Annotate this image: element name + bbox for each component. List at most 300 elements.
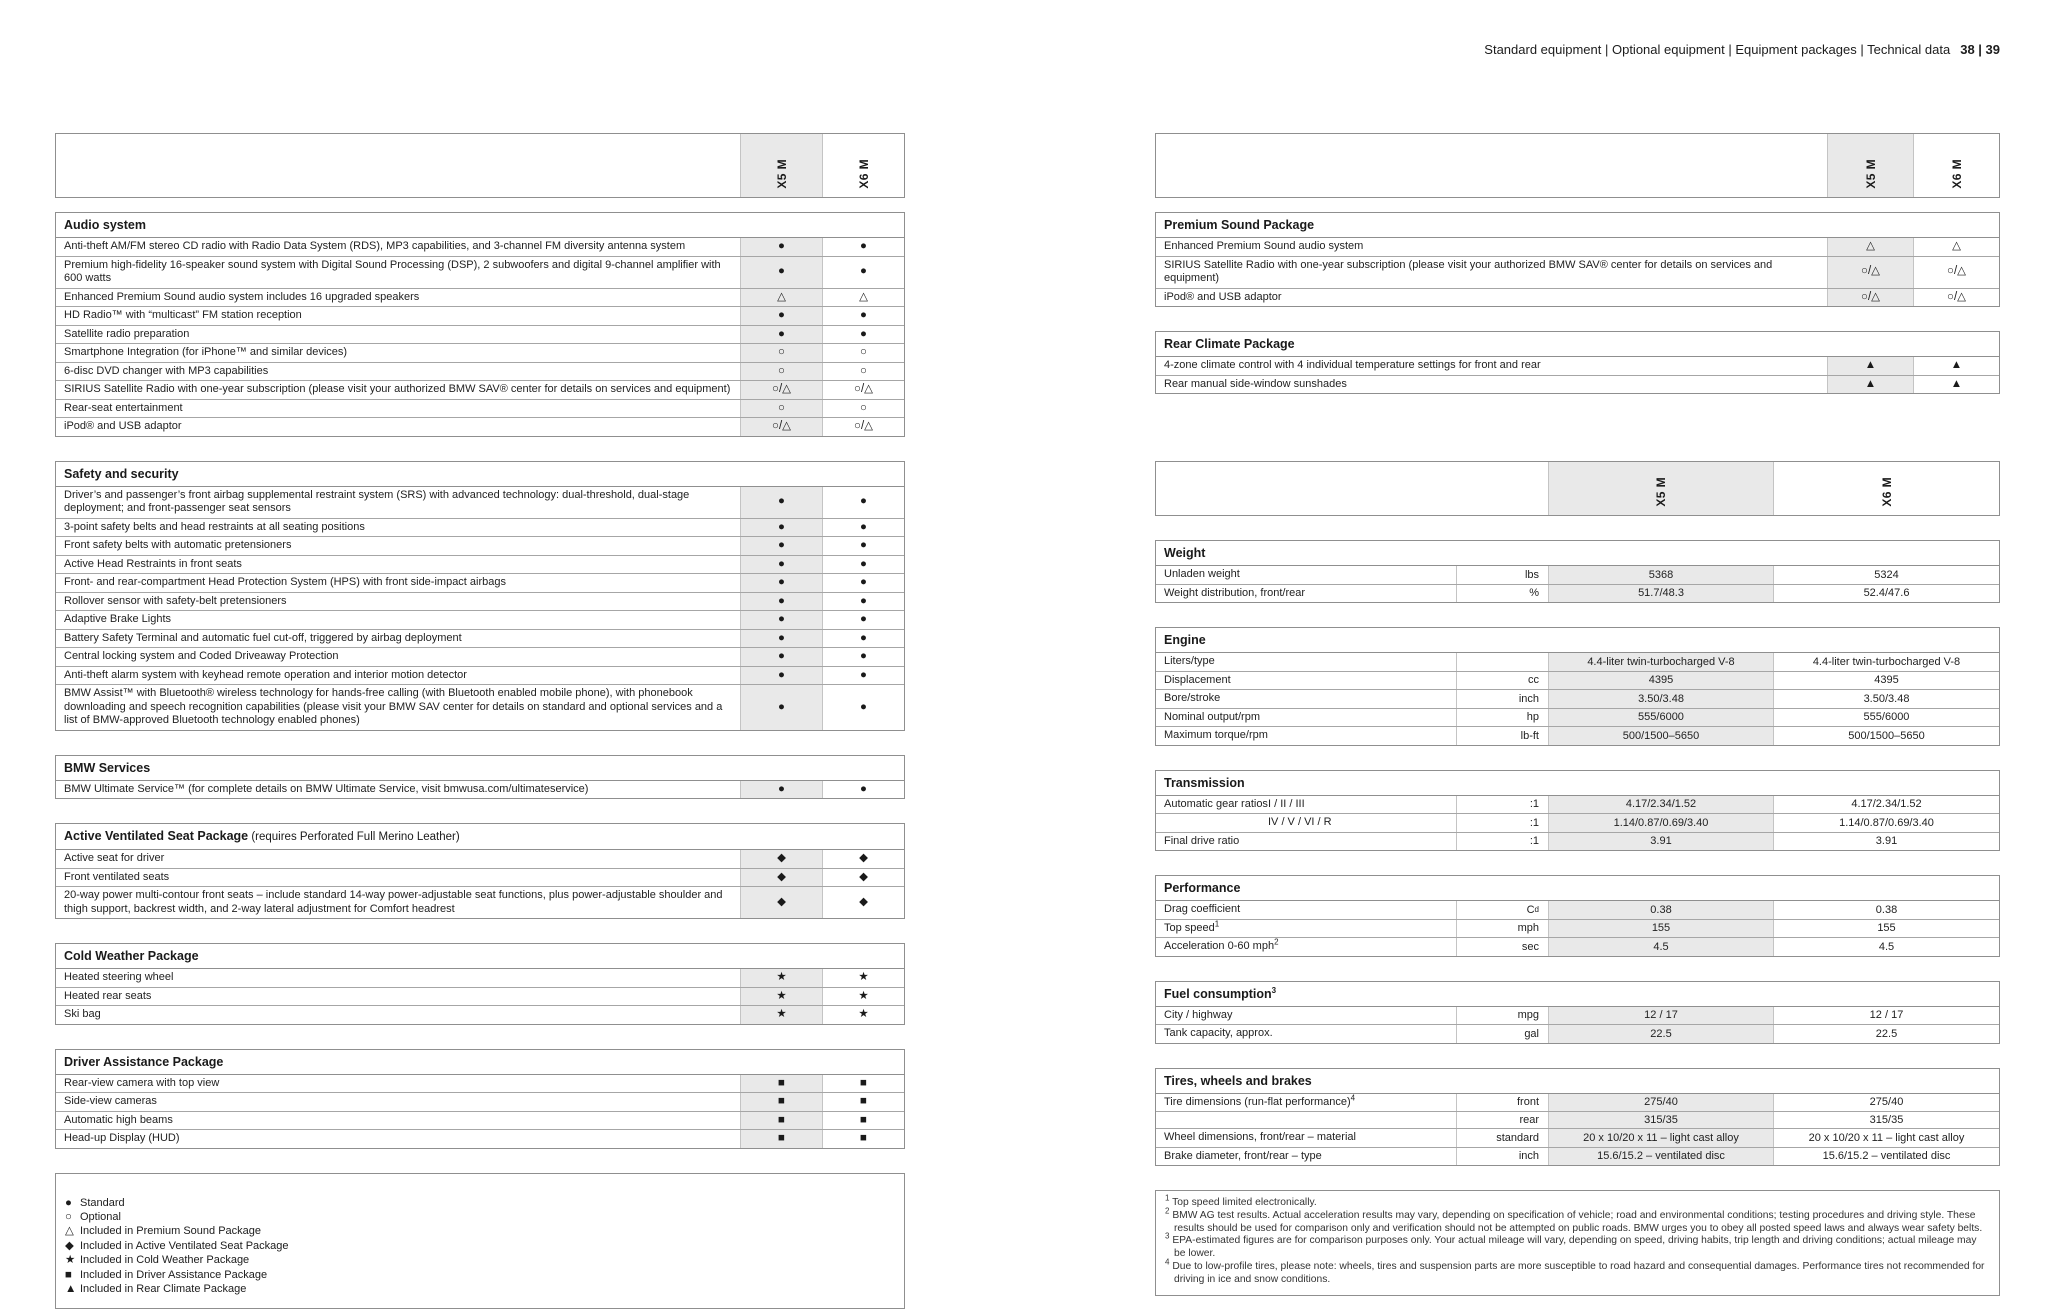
spec-row	[56, 288, 904, 307]
equipment-section	[55, 755, 905, 800]
x6m-value: ■	[822, 1130, 904, 1148]
row-label: Liters/type	[1164, 655, 1215, 667]
x6m-value: △	[1913, 238, 1999, 256]
spec-row	[56, 1075, 904, 1093]
x6m-value: 3.91	[1773, 833, 1999, 851]
spec-row	[56, 647, 904, 666]
spec-row	[56, 592, 904, 611]
x6m-value: ●	[822, 685, 904, 730]
x5m-value: ●	[740, 630, 822, 648]
row-label: 6-disc DVD changer with MP3 capabilities	[64, 364, 269, 377]
x6m-value: ▲	[1913, 357, 1999, 375]
right-equipment-sections	[1155, 212, 2000, 394]
x5m-value: ●	[740, 648, 822, 666]
x5m-value: ○/△	[1827, 257, 1913, 288]
section-title: Rear Climate Package	[1156, 332, 1999, 357]
x5m-value: ●	[740, 257, 822, 288]
section-title: Cold Weather Package	[56, 944, 904, 969]
x5m-value: ●	[740, 593, 822, 611]
spec-row	[56, 1005, 904, 1024]
x6m-value: ●	[822, 574, 904, 592]
row-label: iPod® and USB adaptor	[1164, 290, 1282, 303]
section-title: Active Ventilated Seat Package (requires Perforated Full Merino Leather)	[56, 824, 904, 850]
x6m-value: 5324	[1773, 566, 1999, 584]
x6m-value: 500/1500–5650	[1773, 727, 1999, 745]
x6m-value: ◆	[822, 869, 904, 887]
x6m-value: 12 / 17	[1773, 1007, 1999, 1025]
footnote: $^3$ EPA-estimated figures are for comparison purposes only. Your actual mileage will vary, depending on speed, driving habits, trip length and driving conditions; actual mileage may be lower.	[1165, 1231, 1977, 1260]
footnote-marker: 3	[1165, 1231, 1170, 1241]
row-label: Enhanced Premium Sound audio system includes 16 upgraded speakers	[64, 290, 420, 303]
row-label: Acceleration 0-60 mph$^2$	[1164, 937, 1279, 952]
spec-row	[56, 536, 904, 555]
spec-row	[56, 256, 904, 288]
section-title: Audio system	[56, 213, 904, 238]
model-label-x6m: X6 M	[1949, 159, 1964, 189]
section-title: Engine	[1156, 628, 1999, 653]
spec-row	[56, 1111, 904, 1130]
unit-cell: lbs	[1456, 566, 1548, 584]
unit-cell: hp	[1456, 709, 1548, 727]
x5m-value: ○	[740, 363, 822, 381]
x5m-value: 4.17/2.34/1.52	[1548, 796, 1773, 814]
row-label: iPod® and USB adaptor	[64, 420, 182, 432]
row-label: Tank capacity, approx.	[1164, 1027, 1273, 1039]
row-label: Nominal output/rpm	[1164, 710, 1260, 723]
legend-symbol: ●	[65, 1196, 72, 1209]
tech-row	[1156, 726, 1999, 745]
row-label: City / highway	[1164, 1008, 1233, 1021]
x5m-value: 12 / 17	[1548, 1007, 1773, 1025]
left-page	[55, 133, 905, 1309]
spec-row	[1156, 357, 1999, 375]
spec-row	[56, 684, 904, 730]
tech-row	[1156, 566, 1999, 584]
footnote: $^2$ BMW AG test results. Actual acceleration results may vary, depending on specification of vehicle; road and environmental conditions; testing procedures and driving style. These results should be used for comparison only and verification should not be attempted on public roads. BMW urges you to obey all posted speed laws and always wear safety belts.	[1165, 1206, 1983, 1234]
spec-row	[1156, 375, 1999, 394]
unit-cell: :1	[1456, 814, 1548, 832]
page-header	[1484, 42, 2000, 57]
x5m-value: 22.5	[1548, 1025, 1773, 1043]
x5m-value: 15.6/15.2 – ventilated disc	[1548, 1148, 1773, 1166]
spec-row	[56, 306, 904, 325]
footnotes	[1155, 1190, 2000, 1296]
spec-row	[56, 325, 904, 344]
x5m-value: ●	[740, 611, 822, 629]
x5m-column-strip	[1548, 462, 1773, 515]
row-label-sub: I / II / III	[1268, 797, 1305, 810]
unit-cell: cc	[1456, 672, 1548, 690]
x6m-value: 3.50/3.48	[1773, 690, 1999, 708]
spec-row	[56, 666, 904, 685]
row-label: Weight distribution, front/rear	[1164, 586, 1306, 599]
row-label: Heated rear seats	[64, 989, 152, 1002]
x6m-value: ●	[822, 781, 904, 799]
unit-cell: :1	[1456, 833, 1548, 851]
x5m-value: ●	[740, 487, 822, 518]
unit-cell: :1	[1456, 796, 1548, 814]
tech-section	[1155, 1068, 2000, 1167]
unit-cell: C d	[1456, 901, 1548, 919]
tech-row	[1156, 796, 1999, 814]
spec-row	[56, 362, 904, 381]
tech-section	[1155, 981, 2000, 1044]
x5m-value: ○/△	[740, 381, 822, 399]
x5m-value: 4395	[1548, 672, 1773, 690]
row-label: Battery Safety Terminal and automatic fuel cut-off, triggered by airbag deployment	[64, 631, 462, 644]
row-label: Satellite radio preparation	[64, 327, 190, 340]
row-label: 3-point safety belts and head restraints at all seating positions	[64, 520, 365, 533]
x6m-value: △	[822, 289, 904, 307]
tech-row	[1156, 1147, 1999, 1166]
x6m-value: 555/6000	[1773, 709, 1999, 727]
row-label: Brake diameter, front/rear – type	[1164, 1149, 1322, 1162]
x5m-value: ●	[740, 238, 822, 256]
row-label: SIRIUS Satellite Radio with one-year subscription (please visit your authorized BMW SAV® center for details on services and equipment)	[64, 383, 731, 395]
x6m-value: ■	[822, 1075, 904, 1093]
x5m-value: ●	[740, 519, 822, 537]
x6m-value: ○	[822, 363, 904, 381]
x6m-value: ●	[822, 519, 904, 537]
row-label	[1156, 796, 1456, 814]
equipment-section	[55, 1049, 905, 1149]
legend-label: Included in Rear Climate Package	[80, 1282, 247, 1295]
unit-cell: %	[1456, 585, 1548, 603]
unit-cell: standard	[1456, 1129, 1548, 1147]
spec-row	[56, 987, 904, 1006]
legend-item	[65, 1239, 894, 1253]
row-label: Wheel dimensions, front/rear – material	[1164, 1131, 1356, 1143]
spec-row	[56, 487, 904, 518]
equipment-section	[1155, 331, 2000, 394]
equipment-section	[55, 823, 905, 919]
row-label: Premium high-fidelity 16-speaker sound system with Digital Sound Processing (DSP), 2 subwoofers and digital 9-channel amplifier with 600 watts	[64, 258, 721, 284]
row-label: Final drive ratio	[1164, 834, 1240, 847]
x6m-value: 4395	[1773, 672, 1999, 690]
section-title: Tires, wheels and brakes	[1156, 1069, 1999, 1094]
x5m-value: ◆	[740, 850, 822, 868]
row-label: Automatic high beams	[64, 1113, 173, 1126]
unit-cell: inch	[1456, 1148, 1548, 1166]
x5m-value: ○/△	[740, 418, 822, 436]
model-label-x5m: X5 M	[774, 159, 789, 189]
x5m-value: 555/6000	[1548, 709, 1773, 727]
row-label: Central locking system and Coded Driveaway Protection	[64, 650, 339, 662]
x5m-value: ○	[740, 400, 822, 418]
spec-row	[56, 629, 904, 648]
x5m-value: 0.38	[1548, 901, 1773, 919]
x6m-value: ■	[822, 1093, 904, 1111]
x5m-value: 3.91	[1548, 833, 1773, 851]
legend	[55, 1173, 905, 1310]
row-label: Front safety belts with automatic pretensioners	[64, 539, 292, 551]
section-title: Weight	[1156, 541, 1999, 566]
row-label: HD Radio™ with “multicast” FM station reception	[64, 309, 302, 321]
x6m-column-strip	[1773, 462, 1999, 515]
spec-row	[56, 610, 904, 629]
x6m-value: ◆	[822, 850, 904, 868]
section-title: Premium Sound Package	[1156, 213, 1999, 238]
x5m-value: ○	[740, 344, 822, 362]
x6m-value: 0.38	[1773, 901, 1999, 919]
legend-item	[65, 1268, 894, 1282]
legend-label: Included in Cold Weather Package	[80, 1254, 250, 1267]
x5m-value: 155	[1548, 920, 1773, 938]
tech-section	[1155, 540, 2000, 603]
legend-item	[65, 1282, 894, 1296]
spec-row	[56, 1129, 904, 1148]
unit-cell: gal	[1456, 1025, 1548, 1043]
x5m-value: 5368	[1548, 566, 1773, 584]
x5m-column-strip	[1827, 134, 1913, 197]
footnote: $^1$ Top speed limited electronically.	[1165, 1193, 1317, 1208]
row-label: Anti-theft alarm system with keyhead remote operation and interior motion detector	[64, 668, 467, 681]
x6m-value: 20 x 10/20 x 11 – light cast alloy	[1773, 1129, 1999, 1147]
tech-row	[1156, 813, 1999, 832]
tech-row	[1156, 671, 1999, 690]
equipment-section	[55, 212, 905, 437]
x5m-value: 4.5	[1548, 938, 1773, 956]
tech-section	[1155, 875, 2000, 957]
x5m-value: ★	[740, 988, 822, 1006]
tech-row	[1156, 1128, 1999, 1147]
x6m-value: ○	[822, 400, 904, 418]
technical-data-sections	[1155, 540, 2000, 1166]
legend-label: Included in Premium Sound Package	[80, 1225, 261, 1238]
x6m-value: 22.5	[1773, 1025, 1999, 1043]
row-label: Front ventilated seats	[64, 870, 170, 883]
legend-item	[65, 1224, 894, 1238]
legend-item	[65, 1253, 894, 1267]
legend-symbol: ○	[65, 1210, 72, 1223]
x6m-value: 15.6/15.2 – ventilated disc	[1773, 1148, 1999, 1166]
x6m-value: ●	[822, 630, 904, 648]
x6m-value: 315/35	[1773, 1112, 1999, 1128]
x6m-value: ○	[822, 344, 904, 362]
x5m-value: 275/40	[1548, 1094, 1773, 1112]
footnote: $^4$ Due to low-profile tires, please note: wheels, tires and suspension parts are more susceptible to road hazard and consequential damages. Performance tires not recommended for driving in ice and snow conditions.	[1165, 1257, 1985, 1285]
row-label: Heated steering wheel	[64, 971, 174, 983]
x5m-column-strip	[740, 134, 822, 197]
row-label: Driver’s and passenger’s front airbag supplemental restraint system (SRS) with advanced technology: dual-threshold, dual-stage deployment; and front-passenger seat sensors	[64, 488, 690, 514]
x6m-value: ◆	[822, 887, 904, 918]
x6m-value: ●	[822, 257, 904, 288]
x5m-value: 20 x 10/20 x 11 – light cast alloy	[1548, 1129, 1773, 1147]
x6m-value: ○/△	[822, 418, 904, 436]
section-title: Transmission	[1156, 771, 1999, 796]
x6m-value: 52.4/47.6	[1773, 585, 1999, 603]
row-label: Maximum torque/rpm	[1164, 729, 1268, 741]
tech-row	[1156, 901, 1999, 919]
x6m-value: ■	[822, 1112, 904, 1130]
tech-section	[1155, 627, 2000, 746]
x5m-value: ●	[740, 667, 822, 685]
spec-row	[56, 555, 904, 574]
right-models-header	[1155, 133, 2000, 198]
legend-symbol: ■	[65, 1268, 72, 1281]
footnote-marker: 4	[1165, 1257, 1170, 1267]
row-label-sub: IV / V / VI / R	[1268, 816, 1332, 828]
row-label-main: Automatic gear ratios	[1164, 797, 1268, 810]
x5m-value: ★	[740, 1006, 822, 1024]
row-label: Adaptive Brake Lights	[64, 613, 172, 625]
x6m-value: ○/△	[1913, 289, 1999, 307]
row-label: Bore/stroke	[1164, 692, 1221, 704]
x6m-column-strip	[822, 134, 904, 197]
unit-cell: rear	[1456, 1112, 1548, 1128]
equipment-section	[55, 943, 905, 1025]
x5m-value: 51.7/48.3	[1548, 585, 1773, 603]
legend-symbol: ▲	[65, 1282, 77, 1295]
spec-row	[56, 238, 904, 256]
legend-symbol: ◆	[65, 1239, 74, 1252]
model-label-x6m: X6 M	[856, 159, 871, 189]
legend-item	[65, 1210, 894, 1224]
x6m-value: 1.14/0.87/0.69/3.40	[1773, 814, 1999, 832]
left-models-header	[55, 133, 905, 198]
model-label-x5m: X5 M	[1863, 159, 1878, 189]
spec-row	[56, 886, 904, 918]
x5m-value: ●	[740, 781, 822, 799]
unit-cell: sec	[1456, 938, 1548, 956]
model-label-x6m: X6 M	[1879, 477, 1894, 507]
x6m-value: ●	[822, 667, 904, 685]
spec-row	[56, 868, 904, 887]
x5m-value: ●	[740, 556, 822, 574]
x5m-value: 500/1500–5650	[1548, 727, 1773, 745]
tech-row	[1156, 832, 1999, 851]
row-label: Smartphone Integration (for iPhone™ and similar devices)	[64, 346, 348, 358]
tech-row	[1156, 689, 1999, 708]
row-label: SIRIUS Satellite Radio with one-year subscription (please visit your authorized BMW SAV® center for details on services and equipment)	[1164, 258, 1773, 284]
section-title: Performance	[1156, 876, 1999, 901]
x6m-value: ★	[822, 969, 904, 987]
page-number: 38 | 39	[1960, 42, 2000, 57]
x5m-value: 1.14/0.87/0.69/3.40	[1548, 814, 1773, 832]
row-label: Front- and rear-compartment Head Protection System (HPS) with front side-impact airbags	[64, 576, 506, 588]
x6m-value: ●	[822, 611, 904, 629]
tech-row	[1156, 653, 1999, 671]
row-label	[1156, 1112, 1456, 1128]
x6m-value: ▲	[1913, 376, 1999, 394]
spec-row	[1156, 238, 1999, 256]
x6m-value: ●	[822, 648, 904, 666]
x5m-value: ★	[740, 969, 822, 987]
x6m-value: ○/△	[822, 381, 904, 399]
tech-row	[1156, 1111, 1999, 1128]
legend-symbol: ★	[65, 1254, 76, 1267]
spec-row	[56, 417, 904, 436]
x5m-value: ●	[740, 307, 822, 325]
spec-row	[1156, 256, 1999, 288]
x6m-column-strip	[1913, 134, 1999, 197]
x5m-value: ○/△	[1827, 289, 1913, 307]
row-label: Rear manual side-window sunshades	[1164, 377, 1347, 390]
spec-row	[56, 781, 904, 799]
section-title: Fuel consumption$^3$	[1156, 982, 1999, 1007]
tech-row	[1156, 937, 1999, 956]
legend-symbol: △	[65, 1225, 74, 1238]
row-label: Enhanced Premium Sound audio system	[1164, 240, 1364, 252]
unit-cell: inch	[1456, 690, 1548, 708]
unit-cell	[1456, 653, 1548, 671]
footnote-marker: 1	[1165, 1193, 1170, 1203]
row-label: Side-view cameras	[64, 1095, 157, 1107]
row-label: BMW Ultimate Service™ (for complete details on BMW Ultimate Service, visit bmwusa.com/ultimateservice)	[64, 782, 589, 795]
model-label-x5m: X5 M	[1654, 477, 1668, 507]
x6m-value: 4.17/2.34/1.52	[1773, 796, 1999, 814]
row-label: Unladen weight	[1164, 568, 1240, 580]
spec-row	[1156, 288, 1999, 307]
x5m-value: 315/35	[1548, 1112, 1773, 1128]
row-label: Displacement	[1164, 673, 1231, 686]
row-label: Active seat for driver	[64, 852, 165, 864]
x6m-value: ●	[822, 307, 904, 325]
row-label: Rollover sensor with safety-belt pretensioners	[64, 594, 287, 607]
equipment-section	[55, 461, 905, 731]
tech-models-header	[1155, 461, 2000, 516]
legend-label: Optional	[80, 1210, 121, 1223]
row-label: BMW Assist™ with Bluetooth® wireless technology for hands-free calling (with Bluetooth enabled mobile phone), with phonebook downloading and speech recognition capabilities (please visit your BMW SAV center for details on standard and optional services and a list of BMW-approved Bluetooth technology enabled phones)	[64, 687, 723, 726]
row-label: Head-up Display (HUD)	[64, 1132, 180, 1144]
spec-row	[56, 343, 904, 362]
x6m-value: ★	[822, 1006, 904, 1024]
tech-row	[1156, 708, 1999, 727]
x6m-value: ●	[822, 593, 904, 611]
unit-cell: front	[1456, 1094, 1548, 1112]
legend-label: Standard	[80, 1196, 125, 1209]
x6m-value: ●	[822, 556, 904, 574]
x6m-value: 155	[1773, 920, 1999, 938]
x5m-value: ■	[740, 1093, 822, 1111]
section-title: Safety and security	[56, 462, 904, 487]
legend-label: Included in Active Ventilated Seat Package	[80, 1239, 289, 1252]
x5m-value: △	[1827, 238, 1913, 256]
spec-row	[56, 969, 904, 987]
row-label: Rear-view camera with top view	[64, 1076, 220, 1089]
x5m-value: ■	[740, 1112, 822, 1130]
x5m-value: ●	[740, 685, 822, 730]
x5m-value: ◆	[740, 887, 822, 918]
section-title: Driver Assistance Package	[56, 1050, 904, 1075]
x6m-value: ●	[822, 326, 904, 344]
row-label: Active Head Restraints in front seats	[64, 557, 242, 570]
x5m-value: ◆	[740, 869, 822, 887]
x5m-value: ■	[740, 1075, 822, 1093]
x5m-value: △	[740, 289, 822, 307]
tech-row	[1156, 1024, 1999, 1043]
row-label: Rear-seat entertainment	[64, 401, 183, 414]
x5m-value: ▲	[1827, 357, 1913, 375]
right-page	[1155, 133, 2000, 1296]
x5m-value: ●	[740, 326, 822, 344]
x6m-value: ★	[822, 988, 904, 1006]
unit-cell: mpg	[1456, 1007, 1548, 1025]
row-label: 4-zone climate control with 4 individual temperature settings for front and rear	[1164, 359, 1541, 371]
footnote-marker: 2	[1165, 1206, 1170, 1216]
breadcrumb: Standard equipment | Optional equipment | Equipment packages | Technical data	[1484, 42, 1951, 57]
equipment-section	[1155, 212, 2000, 307]
row-label: Top speed$^1$	[1164, 918, 1220, 934]
unit-cell: lb-ft	[1456, 727, 1548, 745]
left-equipment-sections	[55, 212, 905, 1149]
x6m-value: 4.4-liter twin-turbocharged V-8	[1773, 653, 1999, 671]
tech-row	[1156, 919, 1999, 938]
legend-item	[65, 1196, 894, 1210]
spec-row	[56, 850, 904, 868]
row-label: Tire dimensions (run-flat performance)$^4$	[1164, 1092, 1356, 1108]
x6m-value: 275/40	[1773, 1094, 1999, 1112]
